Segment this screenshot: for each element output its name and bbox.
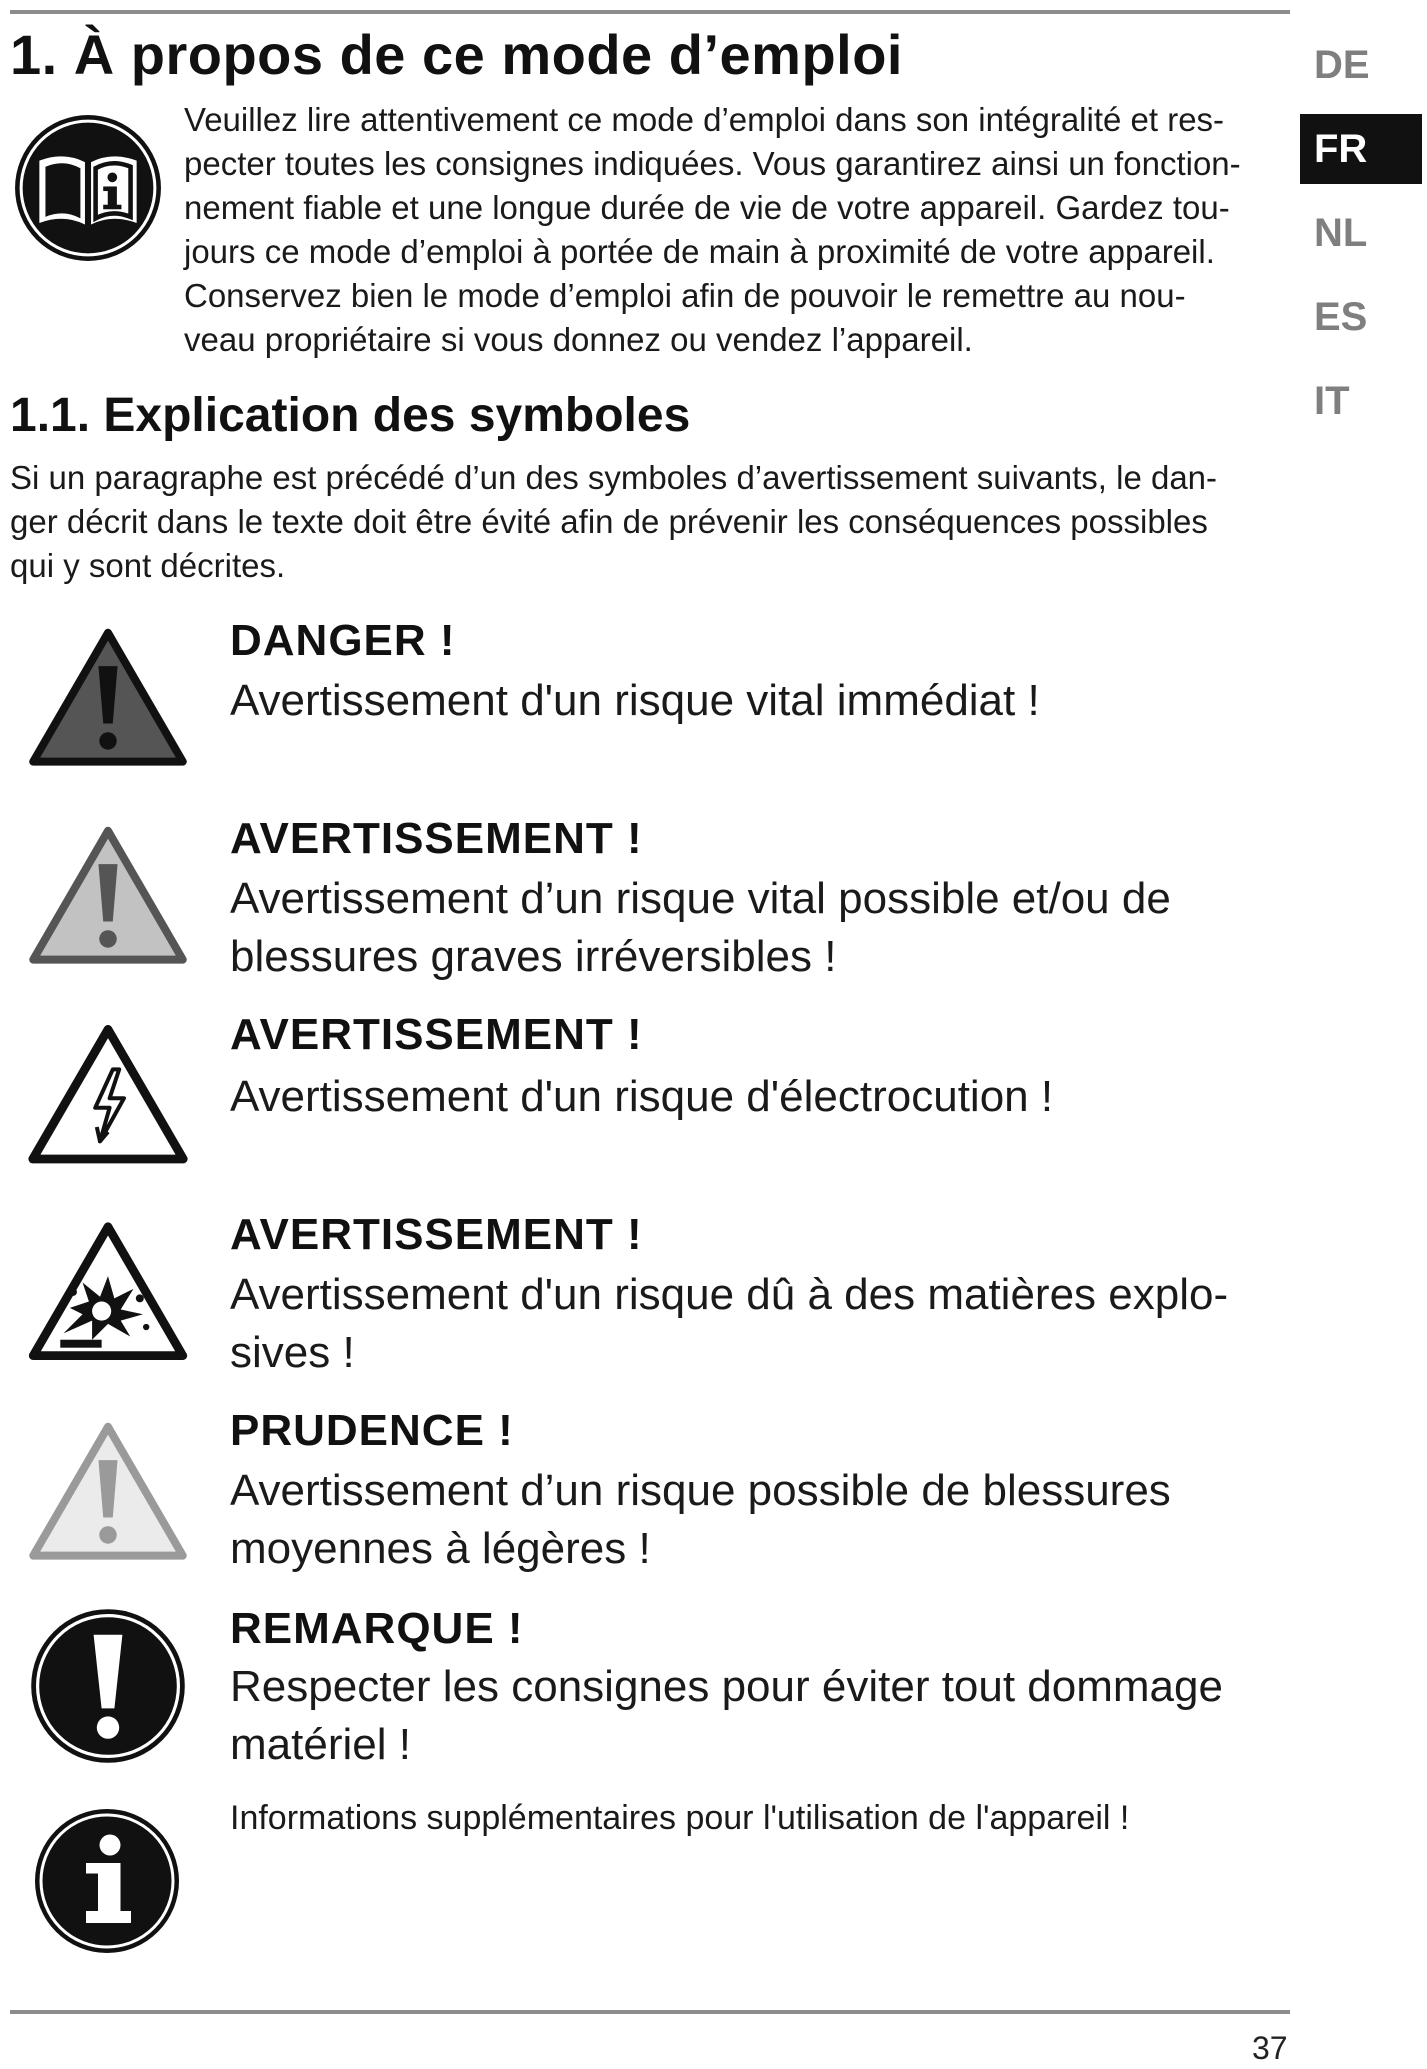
symbol-title: DANGER ! xyxy=(230,616,456,665)
lead-line: Si un paragraphe est précédé d’un des symboles d’avertissement suivants, le dan- xyxy=(10,459,1218,496)
info-circle-icon xyxy=(32,1806,182,1956)
intro-line: Veuillez lire attentivement ce mode d’emploi dans son intégralité et res- xyxy=(184,101,1225,138)
subsection-title: 1.1. Explication des symboles xyxy=(10,389,691,442)
symbol-description-line: Avertissement d'un risque dû à des matières explo- xyxy=(230,1270,1229,1319)
symbol-description-line: Avertissement d’un risque vital possible et/ou de xyxy=(230,874,1171,923)
language-tab-de[interactable]: DE xyxy=(1314,43,1370,87)
intro-line: pecter toutes les consignes indiquées. Vous garantirez ainsi un fonction- xyxy=(184,145,1241,182)
language-tab-fr[interactable]: FR xyxy=(1300,114,1422,184)
lead-paragraph xyxy=(10,456,1280,588)
bottom-rule xyxy=(10,2010,1290,2014)
lead-line: qui y sont décrites. xyxy=(10,547,286,584)
symbol-description-line: Avertissement d’un risque possible de blessures xyxy=(230,1466,1171,1515)
symbol-description xyxy=(230,870,1270,986)
intro-line: nement fiable et une longue durée de vie de votre appareil. Gardez tou- xyxy=(184,189,1230,226)
page-number: 37 xyxy=(1252,2030,1288,2066)
symbol-description xyxy=(230,672,1270,730)
symbol-description xyxy=(230,1658,1270,1774)
symbol-description-line: blessures graves irréversibles ! xyxy=(230,932,837,981)
warning-triangle-icon xyxy=(28,826,188,966)
manual-info-icon xyxy=(12,112,164,264)
symbol-description-line: matériel ! xyxy=(230,1720,411,1769)
danger-triangle-icon xyxy=(28,628,188,768)
symbol-title: AVERTISSEMENT ! xyxy=(230,1210,643,1259)
symbol-description-line: Respecter les consignes pour éviter tout dommage xyxy=(230,1662,1223,1711)
symbol-description xyxy=(230,1068,1270,1126)
language-tab-es[interactable]: ES xyxy=(1314,295,1368,339)
intro-paragraph xyxy=(184,98,1294,362)
symbol-title: REMARQUE ! xyxy=(230,1604,524,1653)
symbol-title: AVERTISSEMENT ! xyxy=(230,814,643,863)
intro-line: veau propriétaire si vous donnez ou vendez l’appareil. xyxy=(184,321,973,358)
symbol-description-line: Avertissement d'un risque d'électrocution ! xyxy=(230,1072,1054,1121)
symbol-description-line: sives ! xyxy=(230,1328,355,1377)
electric-shock-icon xyxy=(28,1022,188,1168)
lead-line: ger décrit dans le texte doit être évité afin de prévenir les conséquences possibles xyxy=(10,503,1208,540)
exclamation-circle-icon xyxy=(28,1606,188,1766)
symbol-description xyxy=(230,1266,1270,1382)
symbol-description-line: moyennes à légères ! xyxy=(230,1524,651,1573)
caution-triangle-icon xyxy=(28,1422,188,1562)
language-tab-nl[interactable]: NL xyxy=(1314,211,1368,255)
top-rule xyxy=(10,10,1290,14)
intro-line: Conservez bien le mode d’emploi afin de pouvoir le remettre au nou- xyxy=(184,277,1186,314)
symbol-description xyxy=(230,1462,1270,1578)
language-tab-it[interactable]: IT xyxy=(1314,379,1350,423)
info-note: Informations supplémentaires pour l'utilisation de l'appareil ! xyxy=(230,1799,1130,1837)
symbol-title: PRUDENCE ! xyxy=(230,1406,514,1455)
section-title: 1. À propos de ce mode d’emploi xyxy=(10,23,903,86)
symbol-description-line: Avertissement d'un risque vital immédiat ! xyxy=(230,676,1040,725)
explosive-icon xyxy=(28,1222,188,1362)
symbol-title: AVERTISSEMENT ! xyxy=(230,1010,643,1059)
intro-line: jours ce mode d’emploi à portée de main à proximité de votre appareil. xyxy=(184,233,1215,270)
